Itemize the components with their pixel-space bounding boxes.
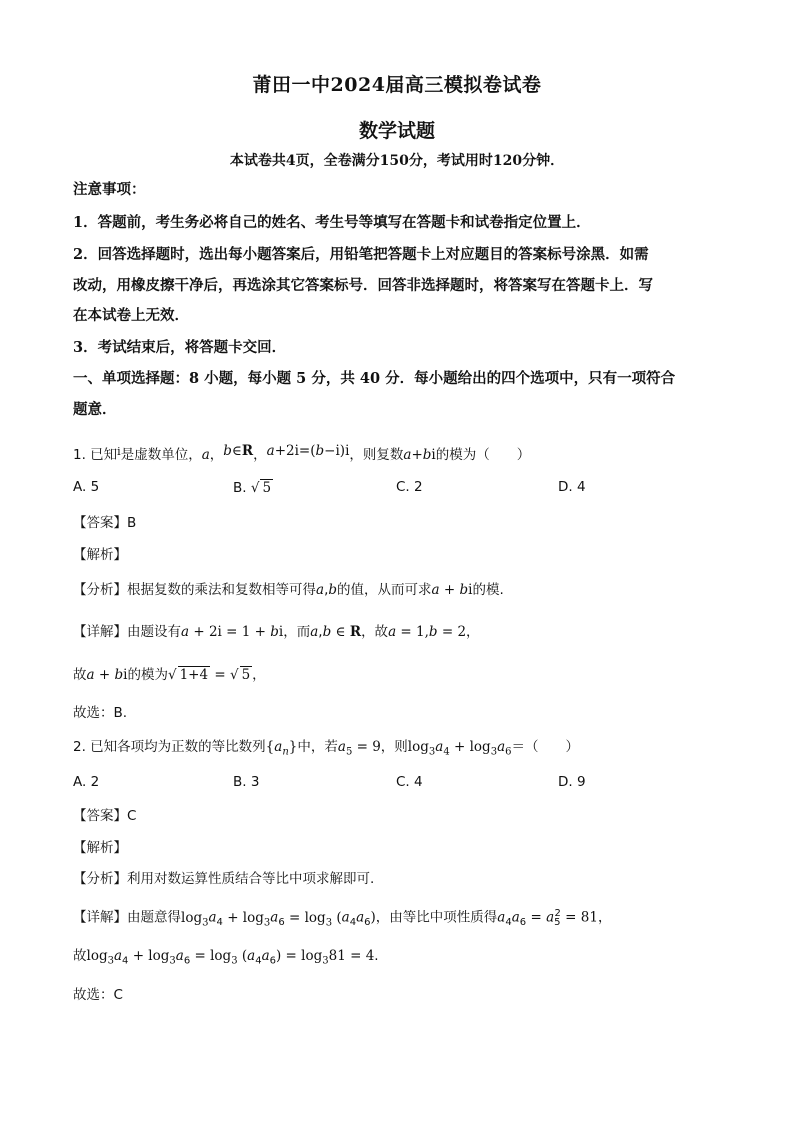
q1-option-c: C. 2 [396, 479, 423, 495]
q2-analysis-heading: 【解析】 [73, 840, 127, 856]
q1-modulus: 故a + bi的模为√ 1+4 = √ 5 ， [73, 667, 266, 683]
note-1: 1．答题前，考生务必将自己的姓名、考生号等填写在答题卡和试卷指定位置上． [73, 214, 591, 231]
subject-title: 数学试题 [358, 120, 435, 142]
q2-option-c: C. 4 [396, 774, 423, 790]
exam-title: 莆田一中2024届高三模拟卷试卷 [252, 74, 542, 96]
notes-heading: 注意事项： [73, 181, 146, 198]
q2-choice: 故选：C [73, 987, 123, 1003]
q1-answer: 【答案】B [73, 515, 137, 531]
exam-info: 本试卷共4页，全卷满分150分，考试用时120分钟． [229, 153, 565, 169]
q2-option-a: A. 2 [73, 774, 100, 790]
q2-xiangjie: 【详解】由题意得$\log_3a_4 + \log_3a_6 = \log_3 (a_4a_6)$，由等比中项性质得$a_4a_6 = a_5^2 = 81$， [73, 908, 612, 929]
q1-xiangjie: 【详解】由题设有a + 2i = 1 + bi，而a,b ∈ R，故a = 1,b = 2， [73, 624, 480, 640]
note-2-line-3: 在本试卷上无效． [73, 307, 189, 324]
q1-fenxi: 【分析】根据复数的乘法和复数相等可得a,b的值，从而可求a + bi的模. [73, 582, 504, 598]
q2-fenxi: 【分析】利用对数运算性质结合等比中项求解即可. [73, 871, 375, 887]
q1-option-b: B. √ 5 [233, 480, 272, 496]
q2-option-b: B. 3 [233, 774, 260, 790]
q2-answer: 【答案】C [73, 808, 137, 824]
section-heading-line-2: 题意． [73, 401, 117, 418]
question-1-stem: 1. 已知$^i$是虚数单位，a，b∈R，a+2i=(b−i)i，则复数a+bi的模为（ ） [73, 443, 531, 463]
q1-analysis-heading: 【解析】 [73, 547, 127, 563]
question-2-stem: 2. 已知各项均为正数的等比数列$\{a_n\}$中，若$a_5 = 9$，则$\log_3a_4 + \log_3a_6=$（ ） [73, 739, 579, 758]
q2-result: 故$\log_3a_4 + \log_3a_6 = \log_3 (a_4a_6) = \log_381 = 4$. [73, 948, 379, 967]
note-2-line-1: 2．回答选择题时，选出每小题答案后，用铅笔把答题卡上对应题目的答案标号涂黑．如需 [73, 246, 649, 263]
q1-option-d: D. 4 [558, 479, 586, 495]
note-3: 3．考试结束后，将答题卡交回． [73, 339, 287, 356]
q2-option-d: D. 9 [558, 774, 586, 790]
section-heading-line-1: 一、单项选择题：8 小题，每小题 5 分，共 40 分．每小题给出的四个选项中，只有一项符合 [73, 370, 676, 387]
q1-choice: 故选：B. [73, 705, 128, 721]
note-2-line-2: 改动，用橡皮擦干净后，再选涂其它答案标号．回答非选择题时，将答案写在答题卡上．写 [73, 277, 653, 294]
q1-option-a: A. 5 [73, 479, 100, 495]
